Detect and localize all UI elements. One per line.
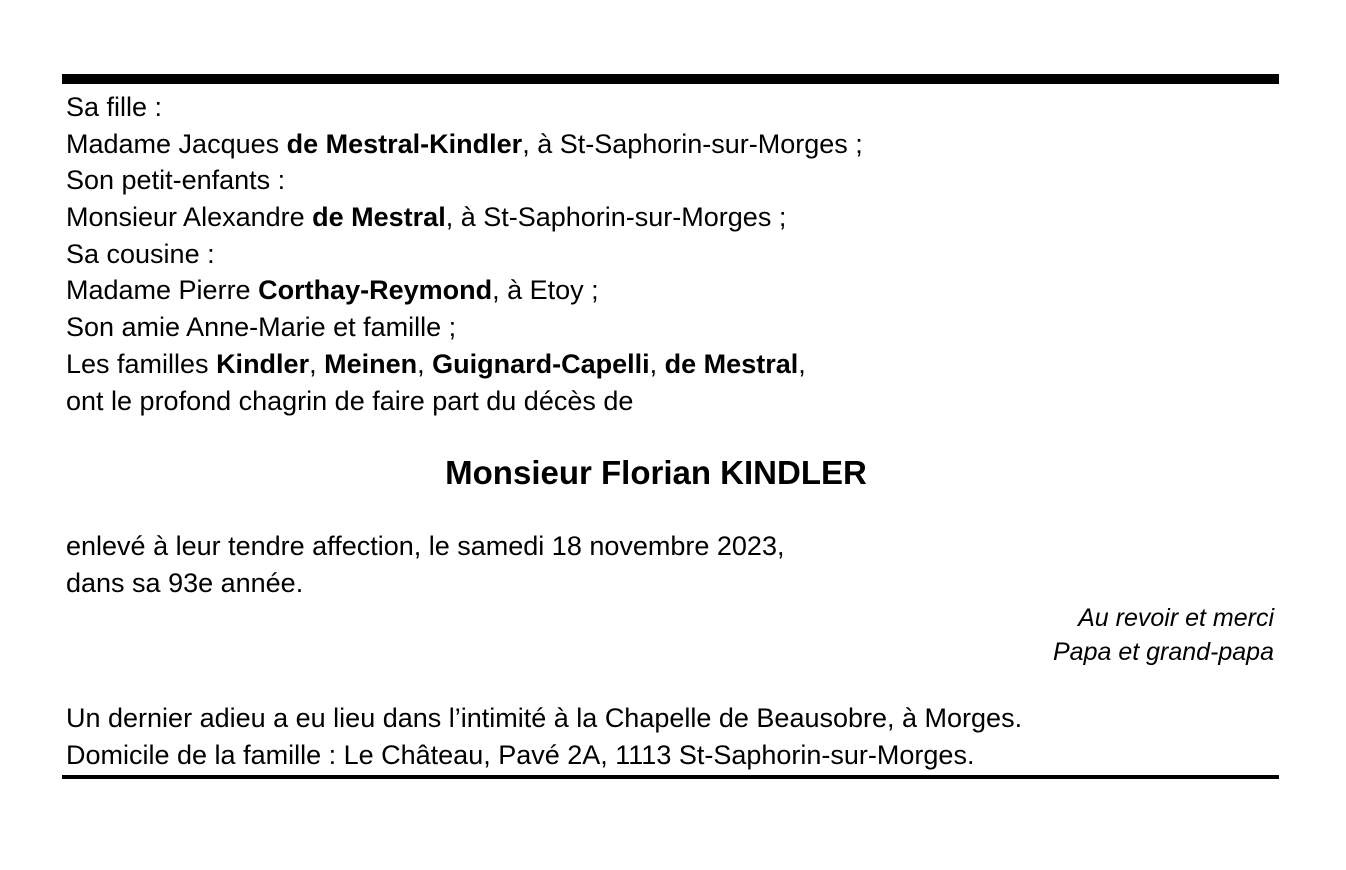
- death-date-line: enlevé à leur tendre affection, le samedi 18 novembre 2023,: [66, 531, 785, 561]
- family-name: Guignard-Capelli: [432, 348, 650, 379]
- family-line-cousin: [66, 272, 1276, 309]
- death-details: [66, 528, 1276, 601]
- family-name: Kindler: [216, 348, 310, 379]
- family-name: Corthay-Reymond: [258, 275, 493, 306]
- family-line-grandchild-heading: Son petit-enfants :: [66, 165, 286, 196]
- family-text: Monsieur Alexandre: [66, 202, 313, 233]
- family-name: Meinen: [324, 348, 418, 379]
- family-line-families: [66, 346, 1276, 383]
- top-border-rule: [62, 74, 1279, 84]
- age-line: dans sa 93e année.: [66, 567, 304, 598]
- farewell-line-1: Au revoir et merci: [1078, 604, 1274, 632]
- family-text: , à St-Saphorin-sur-Morges ;: [522, 128, 863, 159]
- family-list: [66, 89, 1276, 419]
- bottom-border-rule: [62, 775, 1279, 779]
- family-text: ,: [798, 348, 806, 379]
- family-separator: ,: [309, 348, 325, 379]
- deceased-name-text: Monsieur Florian KINDLER: [445, 454, 867, 491]
- family-text: , à Etoy ;: [492, 275, 599, 306]
- family-separator: ,: [649, 348, 665, 379]
- family-text: Madame Pierre: [66, 275, 259, 306]
- ceremony-line: Un dernier adieu a eu lieu dans l’intimité à la Chapelle de Beausobre, à Morges.: [66, 703, 1023, 733]
- family-line-cousin-heading: Sa cousine :: [66, 238, 215, 269]
- announcement-line: ont le profond chagrin de faire part du décès de: [66, 385, 634, 416]
- family-address-line: Domicile de la famille : Le Château, Pavé 2A, 1113 St-Saphorin-sur-Morges.: [66, 739, 975, 770]
- family-line-daughter-heading: Sa fille :: [66, 92, 163, 122]
- family-line-grandchild: [66, 199, 1276, 236]
- family-name: de Mestral-Kindler: [286, 128, 523, 159]
- family-line-daughter: [66, 126, 1276, 163]
- farewell-line-2: Papa et grand-papa: [1052, 638, 1274, 666]
- ceremony-details: [66, 700, 1276, 773]
- family-text: Les familles: [66, 348, 217, 379]
- family-line-friend: Son amie Anne-Marie et famille ;: [66, 312, 457, 343]
- family-text: , à St-Saphorin-sur-Morges ;: [445, 202, 787, 233]
- family-separator: ,: [417, 348, 433, 379]
- farewell-message: [1053, 601, 1274, 669]
- family-name: de Mestral: [312, 202, 446, 233]
- family-text: Madame Jacques: [66, 128, 287, 159]
- family-name: de Mestral: [664, 348, 799, 379]
- deceased-name: [66, 453, 1276, 493]
